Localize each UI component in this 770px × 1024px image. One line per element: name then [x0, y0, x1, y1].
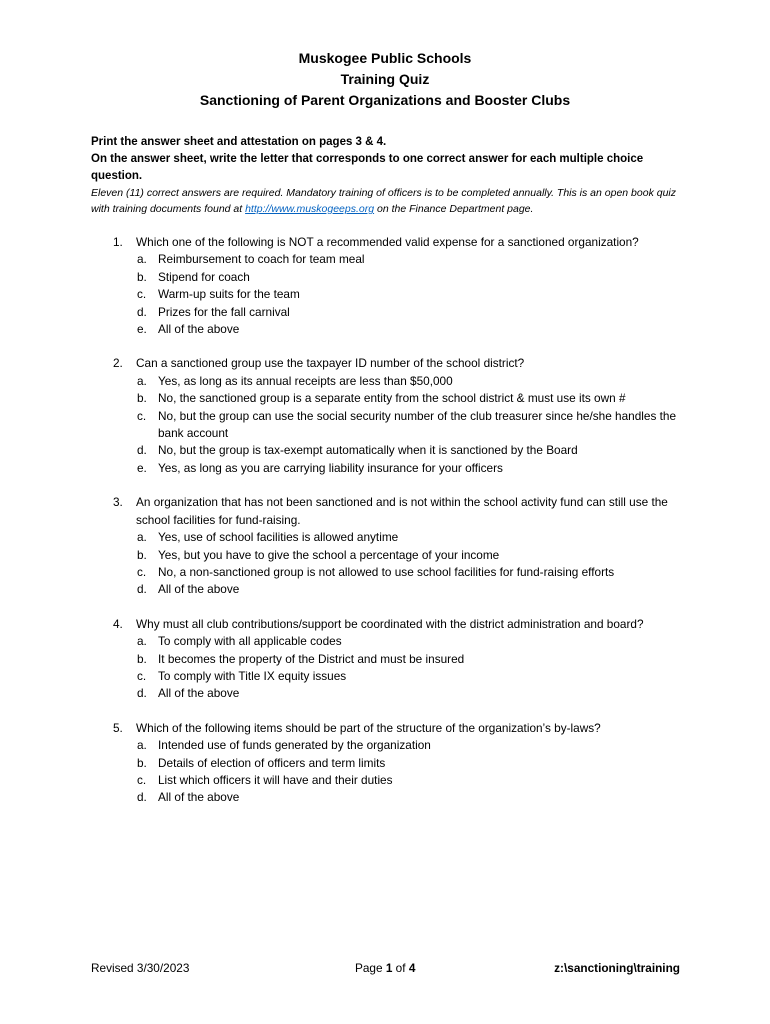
option-letter: d. — [137, 443, 147, 458]
document-header — [0, 48, 770, 111]
answer-options — [0, 529, 770, 599]
option-text: Yes, use of school facilities is allowed anytime — [158, 530, 399, 545]
answer-option — [0, 564, 770, 581]
requirements-text: Eleven (11) correct answers are required. Mandatory training of officers is to be completed annually. This is an open book quiz with training documents found at — [91, 187, 676, 215]
option-letter: c. — [137, 668, 147, 683]
district-name: Muskogee Public Schools — [298, 50, 472, 66]
option-letter: b. — [137, 269, 147, 284]
option-letter: d. — [137, 790, 147, 805]
file-path: z:\sanctioning\training — [554, 961, 680, 975]
answer-option — [0, 581, 770, 598]
instruction-requirements — [91, 185, 681, 217]
page-total: 4 — [408, 961, 416, 975]
option-letter: c. — [137, 408, 147, 423]
option-text: Prizes for the fall carnival — [158, 304, 290, 319]
answer-option — [0, 286, 770, 303]
option-text: All of the above — [158, 790, 240, 805]
option-text: Stipend for coach — [158, 269, 250, 284]
option-text: Intended use of funds generated by the organization — [158, 738, 431, 753]
page-number — [355, 961, 415, 975]
option-text: No, the sanctioned group is a separate entity from the school district & must use its own # — [158, 391, 626, 406]
answer-option — [0, 685, 770, 702]
option-letter: a. — [137, 373, 147, 388]
question-prompt: Which one of the following is NOT a recommended valid expense for a sanctioned organization? — [136, 235, 639, 249]
page-label: Page — [355, 961, 386, 975]
instruction-print: Print the answer sheet and attestation on pages 3 & 4. — [91, 136, 387, 148]
page-current: 1 — [385, 961, 393, 975]
option-text: Yes, as long as you are carrying liability insurance for your officers — [158, 460, 503, 475]
answer-option — [0, 390, 770, 407]
option-text: Reimbursement to coach for team meal — [158, 252, 365, 267]
answer-option — [0, 269, 770, 286]
option-text: It becomes the property of the District and must be insured — [158, 651, 465, 666]
answer-option — [0, 668, 770, 685]
option-text: Details of election of officers and term limits — [158, 755, 386, 770]
option-text: Yes, but you have to give the school a percentage of your income — [158, 547, 500, 562]
revision-date: Revised 3/30/2023 — [91, 961, 190, 975]
option-letter: e. — [137, 460, 147, 475]
option-text: Warm-up suits for the team — [158, 287, 300, 302]
question-number: 2. — [113, 356, 123, 371]
question-text — [0, 355, 770, 372]
option-letter: c. — [137, 287, 147, 302]
answer-options — [0, 633, 770, 703]
option-text: List which officers it will have and their duties — [158, 772, 393, 787]
option-text: All of the above — [158, 582, 240, 597]
question-item — [0, 616, 770, 703]
question-prompt: An organization that has not been sanctioned and is not within the school activity fund can still use the school facilities for fund-raising. — [136, 495, 668, 527]
answer-option — [0, 547, 770, 564]
question-number: 5. — [113, 720, 123, 735]
answer-option — [0, 529, 770, 546]
option-letter: a. — [137, 530, 147, 545]
answer-option — [0, 633, 770, 650]
answer-option — [0, 321, 770, 338]
option-letter: e. — [137, 322, 147, 337]
requirements-text-end: on the Finance Department page. — [374, 203, 534, 215]
answer-options — [0, 373, 770, 477]
option-letter: c. — [137, 772, 147, 787]
answer-option — [0, 737, 770, 754]
option-text: No, but the group can use the social security number of the club treasurer since he/she handles the bank account — [158, 408, 677, 441]
instructions — [91, 134, 681, 217]
option-text: No, a non-sanctioned group is not allowed to use school facilities for fund-raising efforts — [158, 564, 615, 579]
page-footer — [91, 961, 680, 979]
option-letter: d. — [137, 582, 147, 597]
question-item — [0, 494, 770, 598]
answer-option — [0, 789, 770, 806]
option-letter: b. — [137, 547, 147, 562]
answer-option — [0, 755, 770, 772]
question-list — [0, 234, 770, 824]
instruction-answer-sheet: On the answer sheet, write the letter that corresponds to one correct answer for each multiple choice question. — [91, 153, 644, 182]
quiz-subject: Sanctioning of Parent Organizations and Booster Clubs — [199, 92, 571, 108]
option-letter: a. — [137, 252, 147, 267]
answer-option — [0, 772, 770, 789]
page-of: of — [392, 961, 409, 975]
option-letter: b. — [137, 755, 147, 770]
question-item — [0, 720, 770, 807]
question-number: 4. — [113, 616, 123, 631]
option-letter: b. — [137, 391, 147, 406]
option-text: To comply with Title IX equity issues — [158, 668, 347, 683]
question-prompt: Which of the following items should be part of the structure of the organization’s by-laws? — [136, 720, 601, 735]
option-text: Yes, as long as its annual receipts are less than $50,000 — [158, 373, 453, 388]
option-letter: d. — [137, 304, 147, 319]
question-item — [0, 234, 770, 338]
option-letter: a. — [137, 738, 147, 753]
option-text: All of the above — [158, 322, 240, 337]
question-number: 3. — [113, 495, 123, 510]
answer-option — [0, 304, 770, 321]
question-text — [0, 616, 770, 633]
question-item — [0, 355, 770, 477]
option-letter: a. — [137, 634, 147, 649]
question-number: 1. — [113, 235, 123, 249]
option-text: All of the above — [158, 686, 240, 701]
question-text — [0, 720, 770, 737]
question-prompt: Can a sanctioned group use the taxpayer ID number of the school district? — [136, 356, 525, 371]
question-text — [0, 234, 770, 251]
answer-option — [0, 460, 770, 477]
question-text — [0, 494, 770, 529]
quiz-title: Training Quiz — [340, 71, 430, 87]
answer-options — [0, 737, 770, 807]
answer-option — [0, 651, 770, 668]
answer-option — [0, 251, 770, 268]
option-letter: d. — [137, 686, 147, 701]
option-text: No, but the group is tax-exempt automatically when it is sanctioned by the Board — [158, 443, 578, 458]
answer-option — [0, 373, 770, 390]
answer-option — [0, 408, 770, 443]
option-letter: b. — [137, 651, 147, 666]
option-text: To comply with all applicable codes — [158, 634, 342, 649]
answer-option — [0, 442, 770, 459]
option-letter: c. — [137, 564, 147, 579]
question-prompt: Why must all club contributions/support be coordinated with the district administration and board? — [136, 616, 644, 631]
answer-options — [0, 251, 770, 338]
website-link[interactable]: http://www.muskogeeps.org — [245, 203, 375, 215]
